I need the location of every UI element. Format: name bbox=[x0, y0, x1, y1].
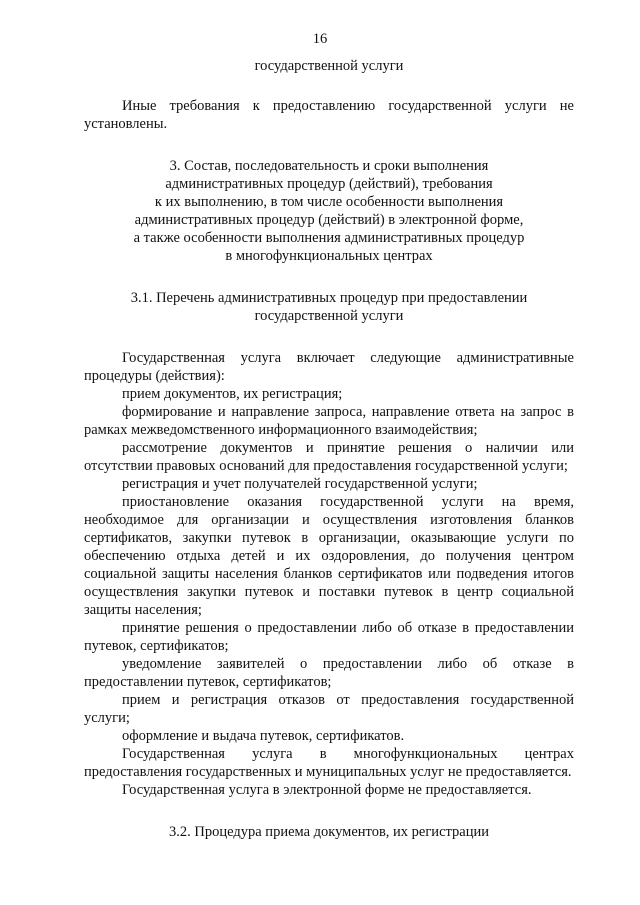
list-item: прием и регистрация отказов от предоставления государственной услуги; bbox=[84, 692, 574, 726]
list-item: рассмотрение документов и принятие решения о наличии или отсутствии правовых оснований для предоставления государственной услуги; bbox=[84, 440, 574, 474]
section-3-2-heading: 3.2. Процедура приема документов, их регистрации bbox=[169, 824, 489, 840]
section-3-1-body bbox=[84, 349, 574, 799]
document-body bbox=[84, 57, 574, 841]
section-3-1-heading-line: государственной услуги bbox=[254, 308, 404, 324]
list-item: оформление и выдача путевок, сертификатов. bbox=[122, 728, 405, 744]
paragraph: Государственная услуга в многофункциональных центрах предоставления государственных и муниципальных услуг не предоставляется. bbox=[84, 746, 574, 780]
continued-heading: государственной услуги bbox=[254, 58, 404, 74]
list-item: уведомление заявителей о предоставлении либо об отказе в предоставлении путевок, сертификатов; bbox=[84, 656, 574, 690]
list-item: прием документов, их регистрация; bbox=[122, 386, 343, 402]
list-item: приостановление оказания государственной услуги на время, необходимое для организации и осуществления изготовления бланков сертификатов, закупки путевок в организации, оказывающие услуги по обеспечению отдыха детей и их оздоровления, до получения центром социальной защиты населения бланков сертификатов или подведения итогов осуществления закупки путевок и поставки путевок в центр социальной защиты населения; bbox=[84, 494, 574, 618]
paragraph: Государственная услуга в электронной форме не предоставляется. bbox=[122, 782, 532, 798]
section-3-1-heading bbox=[84, 289, 574, 325]
section-3-heading-line: 3. Состав, последовательность и сроки выполнения bbox=[169, 158, 489, 174]
list-item: регистрация и учет получателей государственной услуги; bbox=[122, 476, 478, 492]
page-number: 16 bbox=[312, 31, 328, 47]
other-requirements-paragraph: Иные требования к предоставлению государственной услуги не установлены. bbox=[84, 98, 574, 132]
paragraph: Государственная услуга включает следующие административные процедуры (действия): bbox=[84, 350, 574, 384]
section-3-heading-line: административных процедур (действий) в электронной форме, bbox=[134, 212, 524, 228]
section-3-heading-line: административных процедур (действий), требования bbox=[165, 176, 493, 192]
section-3-heading-line: а также особенности выполнения административных процедур bbox=[133, 230, 525, 246]
section-3-heading bbox=[84, 157, 574, 265]
section-3-1-heading-line: 3.1. Перечень административных процедур при предоставлении bbox=[130, 290, 528, 306]
section-3-heading-line: к их выполнению, в том числе особенности выполнения bbox=[154, 194, 504, 210]
section-3-heading-line: в многофункциональных центрах bbox=[225, 248, 433, 264]
list-item: принятие решения о предоставлении либо об отказе в предоставлении путевок, сертификатов; bbox=[84, 620, 574, 654]
list-item: формирование и направление запроса, направление ответа на запрос в рамках межведомственного информационного взаимодействия; bbox=[84, 404, 574, 438]
